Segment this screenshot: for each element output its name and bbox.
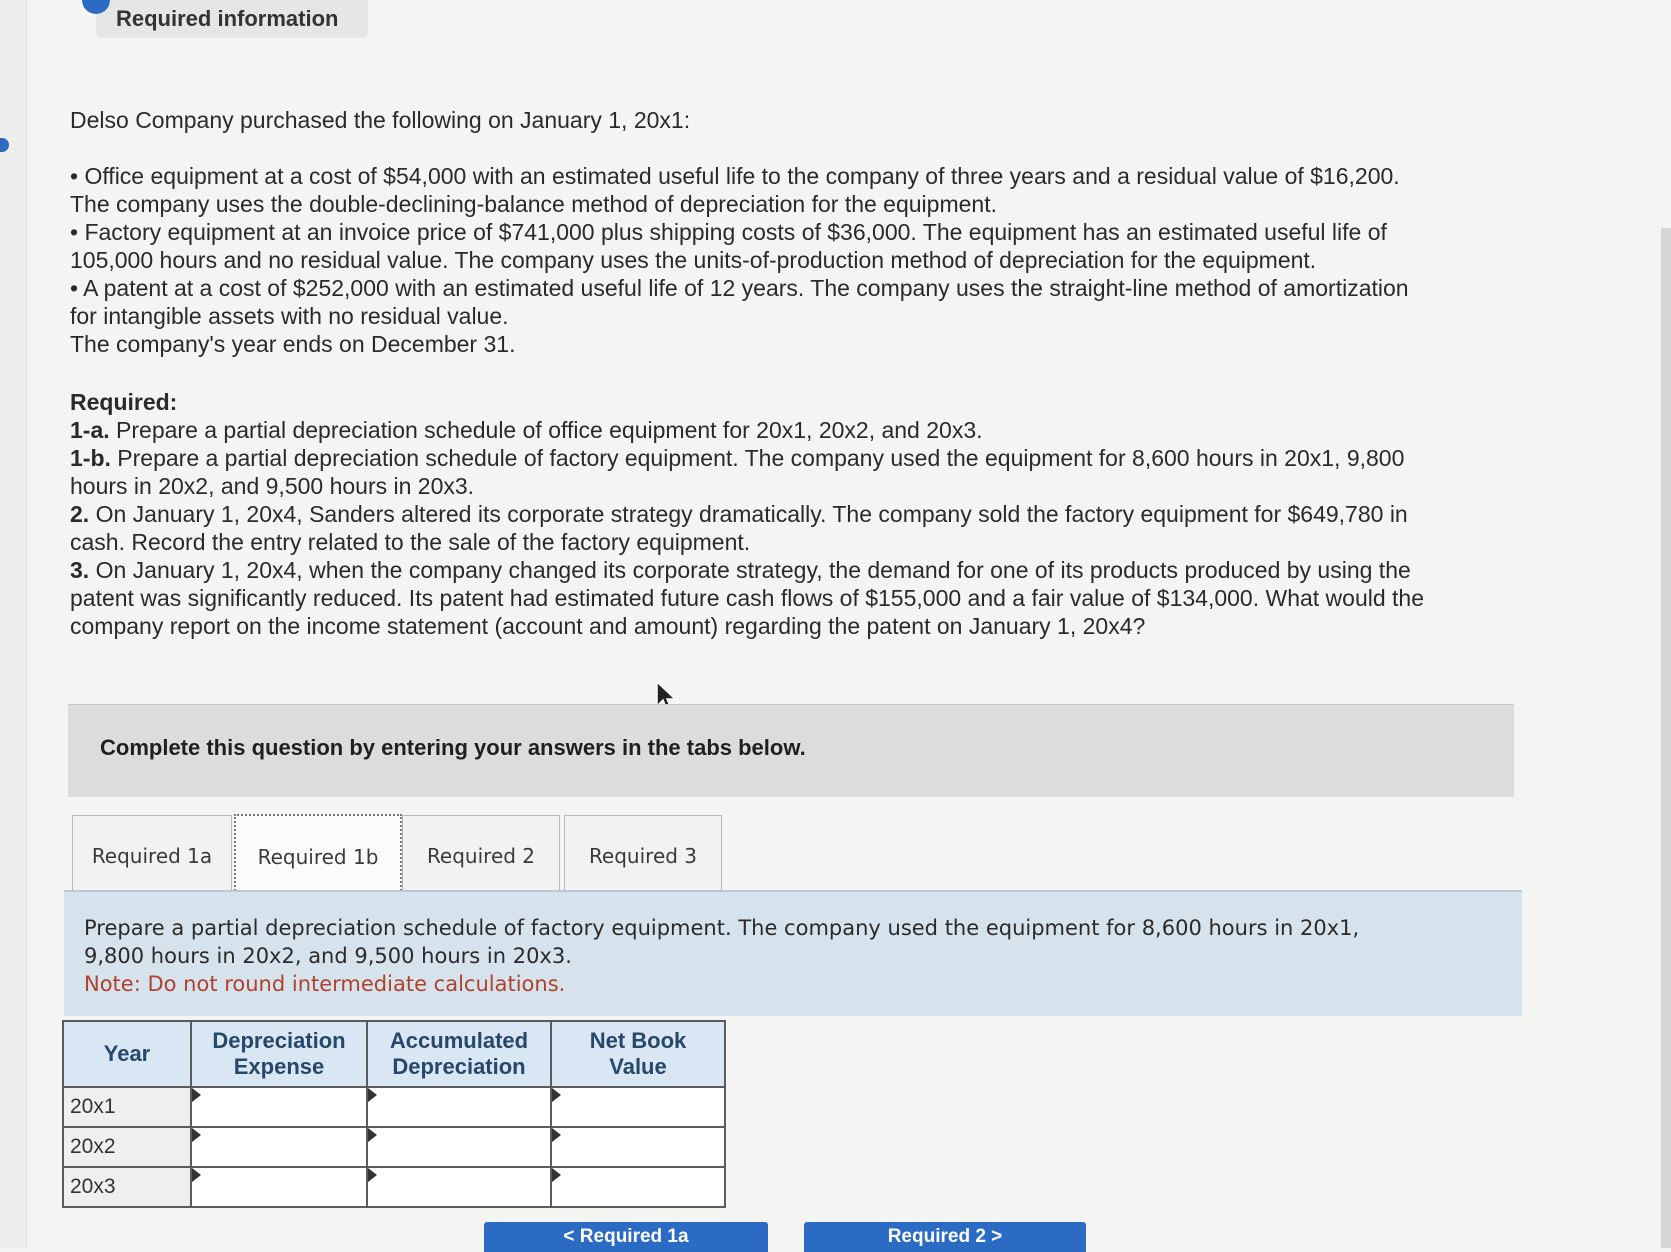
required-3-cont-2: company report on the income statement (account and amount) regarding the patent on January 1, 20x4? — [70, 613, 1146, 639]
bullet-line-4: 105,000 hours and no residual value. The company uses the units-of-production method of depreciation for the equipment. — [70, 247, 1317, 273]
header-acc-line-1: Accumulated — [389, 1028, 529, 1053]
required-1a-text: Prepare a partial depreciation schedule of office equipment for 20x1, 20x2, and 20x3. — [109, 417, 983, 443]
required-2-text: On January 1, 20x4, Sanders altered its corporate strategy dramatically. The company sold the factory equipment for $649,780 in — [89, 501, 1408, 527]
table-row — [63, 1167, 725, 1207]
tab-required-1a[interactable] — [72, 815, 232, 896]
required-1a-label: 1-a. — [70, 417, 110, 443]
bullet-line-7: The company's year ends on December 31. — [70, 331, 516, 357]
tab-required-1b[interactable] — [234, 814, 402, 898]
header-title: Required information — [116, 6, 339, 31]
required-2-label: 2. — [70, 501, 90, 527]
depreciation-schedule-table — [62, 1020, 726, 1208]
required-1b-label: 1-b. — [70, 445, 111, 471]
accumulated-depreciation-input[interactable] — [367, 1167, 551, 1207]
required-1b — [70, 444, 1404, 473]
year-cell: 20x1 — [63, 1087, 191, 1127]
header-dep-line-1: Depreciation — [212, 1028, 346, 1053]
required-1b-text: Prepare a partial depreciation schedule of factory equipment. The company used the equipment for 8,600 hours in 20x1, 9,800 — [110, 445, 1405, 471]
required-heading: Required: — [70, 389, 178, 415]
accumulated-depreciation-field[interactable] — [368, 1127, 554, 1167]
tab-label: Required 1b — [257, 845, 379, 869]
bullet-line-6: for intangible assets with no residual value. — [70, 303, 509, 329]
required-3-cont-1: patent was significantly reduced. Its patent had estimated future cash flows of $155,000 and a fair value of $134,000. What would the — [70, 585, 1425, 611]
year-cell: 20x3 — [63, 1167, 191, 1207]
accumulated-depreciation-field[interactable] — [368, 1167, 554, 1207]
required-3-text: On January 1, 20x4, when the company changed its corporate strategy, the demand for one of its products produced by using the — [89, 557, 1411, 583]
tab-required-2[interactable] — [402, 815, 560, 896]
header-year-text: Year — [103, 1041, 151, 1066]
required-1a — [70, 416, 983, 445]
scrollbar[interactable] — [1661, 228, 1671, 1248]
bullet-line-5: • A patent at a cost of $252,000 with an estimated useful life of 12 years. The company uses the straight-line method of amortization — [70, 275, 1409, 301]
bullet-line-3: • Factory equipment at an invoice price of $741,000 plus shipping costs of $36,000. The equipment has an estimated useful life of — [70, 219, 1387, 245]
table-header-row — [63, 1021, 725, 1087]
net-book-value-field[interactable] — [552, 1167, 728, 1207]
table-row — [63, 1087, 725, 1127]
accumulated-depreciation-input[interactable] — [367, 1127, 551, 1167]
net-book-value-field[interactable] — [552, 1087, 728, 1127]
required-2-cont: cash. Record the entry related to the sale of the factory equipment. — [70, 529, 751, 555]
required-3 — [70, 556, 1411, 585]
tab-label: Required 3 — [588, 844, 698, 868]
panel-line-1: Prepare a partial depreciation schedule of factory equipment. The company used the equipment for 8,600 hours in 20x1, — [84, 916, 1360, 940]
panel-line-2: 9,800 hours in 20x2, and 9,500 hours in 20x3. — [84, 944, 572, 968]
net-book-value-input[interactable] — [551, 1087, 725, 1127]
next-button-label: Required 2 > — [887, 1226, 1003, 1247]
tab-label: Required 1a — [91, 844, 213, 868]
depreciation-expense-input[interactable] — [191, 1127, 367, 1167]
bullet-line-1: • Office equipment at a cost of $54,000 with an estimated useful life to the company of three years and a residual value of $16,200. — [70, 163, 1400, 189]
required-2 — [70, 500, 1408, 529]
header-depreciation-expense — [191, 1021, 367, 1087]
intro-text: Delso Company purchased the following on January 1, 20x1: — [70, 107, 691, 133]
prev-button-label: < Required 1a — [563, 1226, 689, 1247]
tab-required-3[interactable] — [564, 815, 722, 896]
header-dep-line-2: Expense — [233, 1054, 325, 1079]
depreciation-expense-input[interactable] — [191, 1167, 367, 1207]
net-book-value-input[interactable] — [551, 1127, 725, 1167]
header-nbv-line-1: Net Book — [589, 1028, 687, 1053]
header-net-book-value — [551, 1021, 725, 1087]
net-book-value-input[interactable] — [551, 1167, 725, 1207]
left-edge-strip — [0, 0, 27, 1248]
bullet-line-2: The company uses the double-declining-balance method of depreciation for the equipment. — [70, 191, 997, 217]
header-nbv-line-2: Value — [609, 1054, 667, 1079]
header-accumulated-depreciation — [367, 1021, 551, 1087]
instruction-banner — [68, 704, 1514, 797]
header-year — [63, 1021, 191, 1087]
question-panel — [64, 890, 1522, 1016]
depreciation-expense-field[interactable] — [192, 1127, 370, 1167]
required-3-label: 3. — [70, 557, 90, 583]
accumulated-depreciation-input[interactable] — [367, 1087, 551, 1127]
year-cell: 20x2 — [63, 1127, 191, 1167]
required-1b-cont: hours in 20x2, and 9,500 hours in 20x3. — [70, 473, 475, 499]
banner-text: Complete this question by entering your answers in the tabs below. — [100, 735, 806, 760]
accumulated-depreciation-field[interactable] — [368, 1087, 554, 1127]
depreciation-expense-field[interactable] — [192, 1167, 370, 1207]
depreciation-expense-input[interactable] — [191, 1087, 367, 1127]
panel-note: Note: Do not round intermediate calculations. — [84, 972, 566, 996]
header-acc-line-2: Depreciation — [392, 1054, 526, 1079]
table-row — [63, 1127, 725, 1167]
net-book-value-field[interactable] — [552, 1127, 728, 1167]
depreciation-expense-field[interactable] — [192, 1087, 370, 1127]
tab-label: Required 2 — [426, 844, 536, 868]
